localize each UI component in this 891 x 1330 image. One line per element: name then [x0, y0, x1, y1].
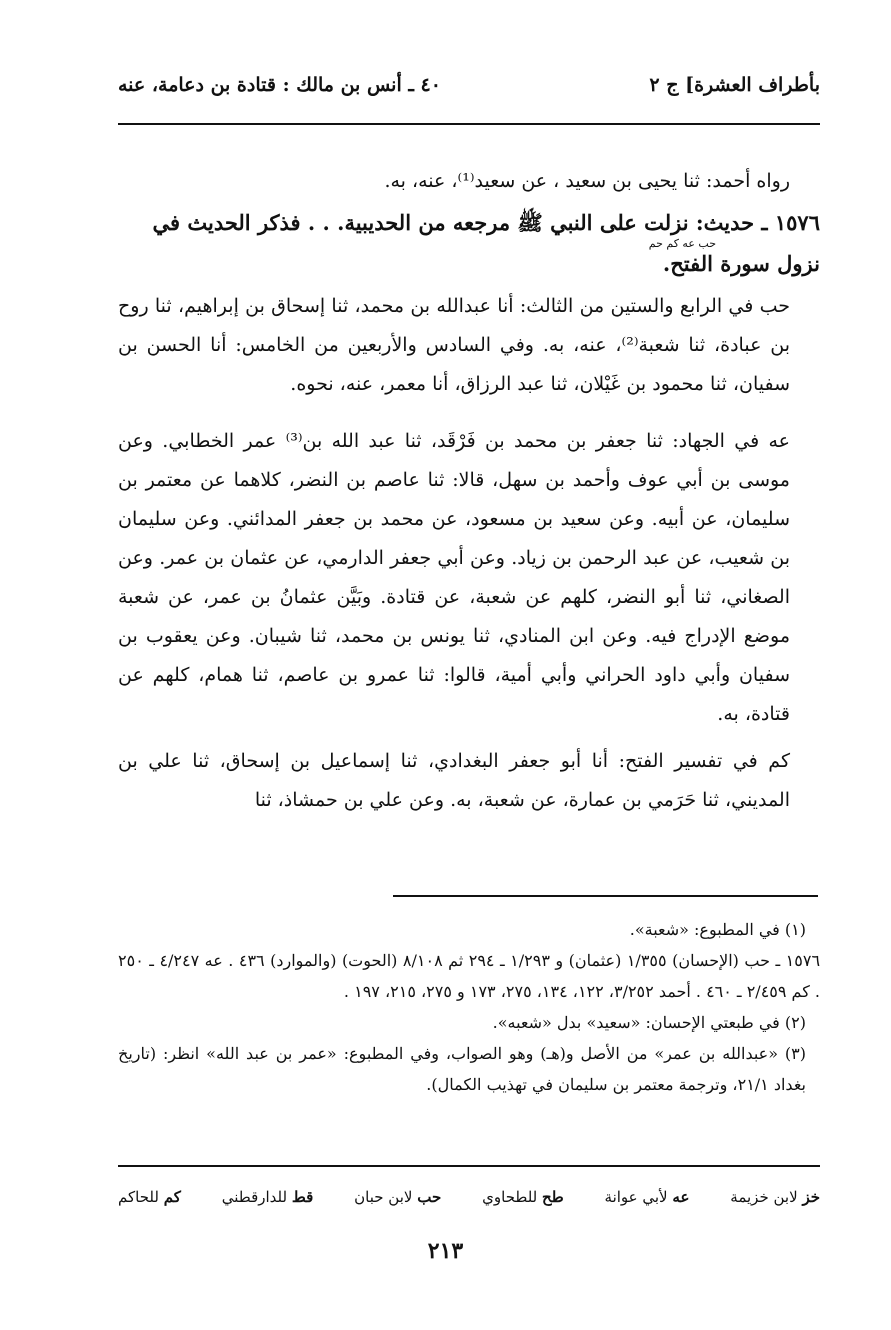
legend-code: طح — [542, 1188, 564, 1206]
legend-label: للدارقطني — [221, 1188, 288, 1206]
legend-item — [730, 1188, 820, 1206]
abbreviation-legend — [118, 1182, 820, 1212]
source-codes: حب عه كم حم — [648, 237, 716, 250]
legend-label: للحاكم — [118, 1188, 159, 1206]
running-header — [118, 70, 820, 110]
footnotes — [118, 914, 820, 1100]
main-text — [118, 162, 820, 820]
footnote-references: ١٥٧٦ ـ حب (الإحسان) ١/٣٥٥ (عثمان) و ١/٢٩٣ ـ ٢٩٤ ثم ٨/١٠٨ (الحوت) (والموارد) ٤٣٦ . عه ٤/٢٤٧ ـ ٢٥٠ . كم ٢/٤٥٩ ـ ٤٦٠ . أحمد ٣/٢٥٢، ١٢٢، ١٣٤، ٢٧٥، ١٧٣ و ٢٧٥، ٢١٥، ١٩٧ . — [118, 951, 821, 1001]
paragraph-abu-awana: عه في الجهاد: ثنا جعفر بن محمد بن فَرْقَد، ثنا عبد الله بن⁽³⁾ عمر الخطابي. وعن موسى بن أبي عوف وأحمد بن سهل، قالا: ثنا عاصم بن النضر، كلاهما عن معتمر بن سليمان، عن أبيه. وعن سعيد بن مسعود، عن محمد بن جعفر المدائني. وعن سليمان بن شعيب، عن عبد الرحمن بن زياد. وعن أبي جعفر الدارمي، عن عثمان بن عمر. وعن الصغاني، ثنا أبو النضر، كلهم عن شعبة، عن قتادة. وبَيَّن عثمانُ بن عمر، عن شعبة موضع الإدراج فيه. وعن ابن المنادي، ثنا يونس بن محمد، ثنا شيبان. وعن يعقوب بن سفيان وأبي داود الحراني وأبي أمية، قالوا: ثنا عمرو بن عاصم، ثنا همام، كلهم عن قتادة، به. — [118, 430, 790, 725]
footnote-1: (١) في المطبوع: «شعبة». — [629, 920, 806, 939]
legend-code: حب — [417, 1188, 442, 1206]
footnote-divider — [393, 895, 818, 897]
paragraph-ibn-hibban: حب في الرابع والستين من الثالث: أنا عبدالله بن محمد، ثنا إسحاق بن إبراهيم، ثنا روح بن عبادة، ثنا شعبة⁽²⁾، عنه، به. وفي السادس والأربعين من الخامس: أنا الحسن بن سفيان، ثنا محمود بن غَيْلان، ثنا عبد الرزاق، أنا معمر، عنه، نحوه. — [118, 295, 790, 395]
paragraph-gap — [118, 404, 820, 422]
legend-item — [605, 1188, 690, 1206]
legend-item — [482, 1188, 563, 1206]
legend-code: خز — [802, 1188, 820, 1206]
legend-label: لابن حبان — [354, 1188, 413, 1206]
legend-code: كم — [163, 1188, 181, 1206]
legend-item — [354, 1188, 441, 1206]
header-divider — [118, 123, 820, 125]
hadith-heading-continued: نزول سورة الفتح. — [662, 251, 820, 276]
page-number: ٢١٣ — [427, 1238, 464, 1264]
header-chapter-title: ٤٠ ـ أنس بن مالك : قتادة بن دعامة، عنه — [118, 74, 441, 96]
legend-label: لأبي عوانة — [604, 1188, 668, 1206]
header-book-title: بأطراف العشرة] ج ٢ — [649, 74, 820, 96]
legend-divider — [118, 1165, 820, 1167]
paragraph-hakim: كم في تفسير الفتح: أنا أبو جعفر البغدادي، ثنا إسماعيل بن إسحاق، ثنا علي بن المديني، ثنا حَرَمي بن عمارة، عن شعبة، به. وعن علي بن حمشاذ، ثنا — [118, 750, 790, 811]
legend-code: قط — [291, 1188, 314, 1206]
footnote-2: (٢) في طبعتي الإحسان: «سعيد» بدل «شعبه». — [492, 1013, 806, 1032]
footnote-3: (٣) «عبدالله بن عمر» من الأصل و(هـ) وهو الصواب، وفي المطبوع: «عمر بن عبد الله» انظر: (تاريخ بغداد ٢١/١، وترجمة معتمر بن سليمان في تهذيب الكمال). — [118, 1044, 806, 1094]
legend-label: لابن خزيمة — [730, 1188, 798, 1206]
hadith-heading: ١٥٧٦ ـ حديث: نزلت على النبي ﷺ مرجعه من الحديبية. . . فذكر الحديث في — [152, 210, 820, 235]
paragraph-ahmad-narration: رواه أحمد: ثنا يحيى بن سعيد ، عن سعيد⁽¹⁾، عنه، به. — [384, 170, 790, 192]
legend-code: عه — [672, 1188, 690, 1206]
legend-label: للطحاوي — [482, 1188, 538, 1206]
legend-item — [222, 1188, 314, 1206]
legend-item — [118, 1188, 181, 1206]
